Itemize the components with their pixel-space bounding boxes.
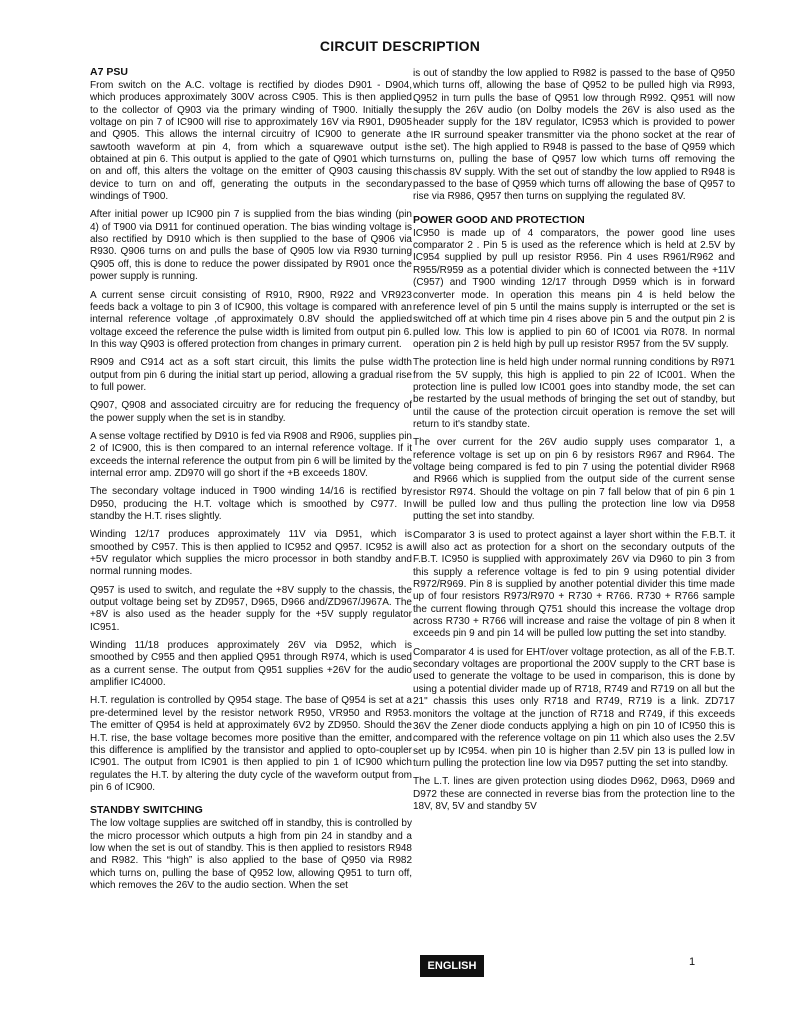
paragraph: Winding 11/18 produces approximately 26V via D952, which is smoothed by C955 and then applied Q951 through R974, which is used as a current sense. The output from Q951 supplies +26V for the audio amplifier IC4000. [90, 640, 412, 689]
paragraph: R909 and C914 act as a soft start circuit, this limits the pulse width output from pin 6 during the initial start up period, allowing a gradual rise to full power. [90, 357, 412, 393]
paragraph: Comparator 3 is used to protect against a layer short within the F.B.T. it will also act as protection for a short on the secondary outputs of the F.B.T. IC950 is supplied with approximately 26V via D960 to pin 3 from this supply a reference voltage is fed to pin 9 using potential divider R972/R969. Pin 8 is supplied by another potential divider this time made up of four resistors R973/R970 + R730 + R766. R730 + R766 sample the current flowing through Q751 should this increase the voltage drop across R730 + R766 will increase and raise the voltage of pin 8 when it exceeds pin 9 and pin 14 will be pulled low putting the set into standby. [413, 529, 735, 640]
paragraph: Q957 is used to switch, and regulate the +8V supply to the chassis, the output voltage being set by ZD957, D965, D966 and/ZD967/J967A. The +8V is also used as the header supply for the +5V supply regulator IC951. [90, 584, 412, 633]
left-column [90, 66, 412, 892]
paragraph: is out of standby the low applied to R982 is passed to the base of Q950 which turns off, allowing the base of Q952 to be pulled high via R993, Q952 in turn pulls the base of Q951 low through R992. Q951 will now supply the 26V audio (on Dolby models the 26V is also used as the header supply for the 18V regulator, IC953 which is provided to power the IR surround speaker transmitter via the phono socket at the rear of the set). The high applied to R948 is passed to the base of Q959 which turns on, pulling the base of Q957 low which turns off removing the chassis 8V supply. With the set out of standby the low applied to R948 is passed to the base of Q959 which turns off allowing the base of Q957 to rise via R986, Q957 then turns on supplying the regulated 8V. [413, 68, 735, 203]
paragraph: The secondary voltage induced in T900 winding 14/16 is rectified by D950, producing the H.T. voltage which is smoothed by C977. In standby the H.T. rises slightly. [90, 486, 412, 522]
paragraph: From switch on the A.C. voltage is rectified by diodes D901 - D904, which produces approximately 300V across C905. This is then applied to the collector of Q903 via the primary winding of T900. Initially the voltage on pin 7 of IC900 will rise to approximately 16V via R901, D905 and Q905. This allows the internal circuitry of IC900 to generate a sawtooth waveform at pin 4, from which a squarewave output is obtained at pin 6. This output is applied to the gate of Q901 which turns on and off, this alters the voltage on the emitter of Q903 causing this device to turn on and off, generating the outputs in the secondary windings of T900. [90, 80, 412, 203]
paragraph: A current sense circuit consisting of R910, R900, R922 and VR923 feeds back a voltage to pin 3 of IC900, this voltage is compared with an internal reference voltage ,of approximately 0.8V should the applied voltage exceed the reference the pulse width is limited from output pin 6. In this way Q903 is offered protection from changes in primary current. [90, 289, 412, 350]
language-badge: ENGLISH [420, 955, 484, 977]
paragraph: IC950 is made up of 4 comparators, the power good line uses comparator 2 . Pin 5 is used as the reference which is held at 2.5V by IC954 supplied by pull up resistor R956. Pin 4 uses R961/R962 and R955/R959 as a potential divider which is connected between the +11V (C957) and T900 winding 12/17 through D959 which is in forward converter mode. In operation this means pin 4 is held below the reference level of pin 5 until the mains supply is interrupted or the set is switched off at which time pin 4 rises above pin 5 and the output pin 2 is pulled low. This low is applied to pin 60 of IC001 via R078. In normal operation pin 2 is held high by pull up resistor R957 from the 5V supply. [413, 227, 735, 350]
paragraph: Q907, Q908 and associated circuitry are for reducing the frequency of the power supply when the set is in standby. [90, 400, 412, 424]
section-heading-standby-switching: STANDBY SWITCHING [90, 804, 203, 817]
section-heading-a7-psu: A7 PSU [90, 66, 128, 78]
paragraph: Winding 12/17 produces approximately 11V via D951, which is smoothed by C957. This is then applied to IC952 and Q957. IC952 is a +5V regulator which supplies the micro processor in both standby and normal running modes. [90, 529, 412, 578]
page-title: CIRCUIT DESCRIPTION [319, 38, 481, 54]
paragraph: The low voltage supplies are switched off in standby, this is controlled by the micro processor which outputs a high from pin 24 in standby and a low when the set is out of standby. This is then applied to resistors R948 and R982. This “high” is also applied to the base of Q950 via R982 which turns on, pulling the base of Q952 low, allowing Q951 to turn off, which removes the 26V to the audio section. When the set [90, 818, 412, 891]
paragraph: The over current for the 26V audio supply uses comparator 1, a reference voltage is set up on pin 6 by resistors R967 and R964. The voltage being compared is fed to pin 7 using the potential divider R968 and R966 which is supplied from the output side of the current sense resistor R974. Should the voltage on pin 7 fall below that of pin 6 pin 1 will be pulled low and thus pulling the protection line low via D958 putting the set into standby. [413, 437, 735, 523]
page-number: 1 [689, 956, 696, 968]
paragraph: The protection line is held high under normal running conditions by R971 from the 5V supply, this high is applied to pin 22 of IC001. When the protection line is pulled low IC001 goes into standby mode, the set can be restarted by the usual methods of bringing the set out of standby, but until the cause of the protection circuit operation is remove the set will return to it's standby state. [413, 357, 735, 430]
paragraph: A sense voltage rectified by D910 is fed via R908 and R906, supplies pin 2 of IC900, this is then compared to an internal reference voltage. If it exceeds the internal reference the output from pin 6 will be limited by the internal error amp. ZD970 will go short if the +B exceeds 180V. [90, 430, 412, 479]
paragraph: Comparator 4 is used for EHT/over voltage protection, as all of the F.B.T. secondary voltages are proportional the 200V supply to the CRT base is used to generate the voltage to be used in comparison, this is done by using a potential divider made up of R718, R749 and R719 on all but the 21" chassis this uses only R718 and R749, R719 is a link. ZD717 monitors the voltage at the junction of R718 and R749, if this exceeds 36V the Zener diode conducts applying a high on pin 10 of IC950 this is compared with the reference voltage on pin 11 which also uses the 2.5V set up by IC954. when pin 10 is higher than 2.5V pin 13 is pulled low in turn pulling the protection line low via D957 putting the set into standby. [413, 646, 735, 769]
right-column [413, 68, 735, 813]
paragraph: The L.T. lines are given protection using diodes D962, D963, D969 and D972 these are connected in reverse bias from the protection line to the 18V, 8V, 5V and standby 5V [413, 776, 735, 812]
section-heading-power-good-and-protection: POWER GOOD AND PROTECTION [413, 213, 585, 226]
paragraph: After initial power up IC900 pin 7 is supplied from the bias winding (pin 4) of T900 via D911 for continued operation. The bias winding voltage is also rectified by D910 which is then supplied to the base of Q906 via R930. Q906 turns on and pulls the base of Q905 low via R930 turning Q905 off, this is done to reduce the power dissipated by R901 once the power supply is running. [90, 209, 412, 283]
paragraph: H.T. regulation is controlled by Q954 stage. The base of Q954 is set at a pre-determined level by the resistor network R950, VR950 and R953. The emitter of Q954 is held at approximately 6V2 by ZD950. Should the H.T. rise, the base voltage becomes more positive than the emitter, and this difference is amplified by the transistor and applied to opto-coupler IC901. The output from IC901 is then applied to pin 1 of IC900 which regulates the H.T. by altering the duty cycle of the waveform output from pin 6 of IC900. [90, 695, 412, 793]
